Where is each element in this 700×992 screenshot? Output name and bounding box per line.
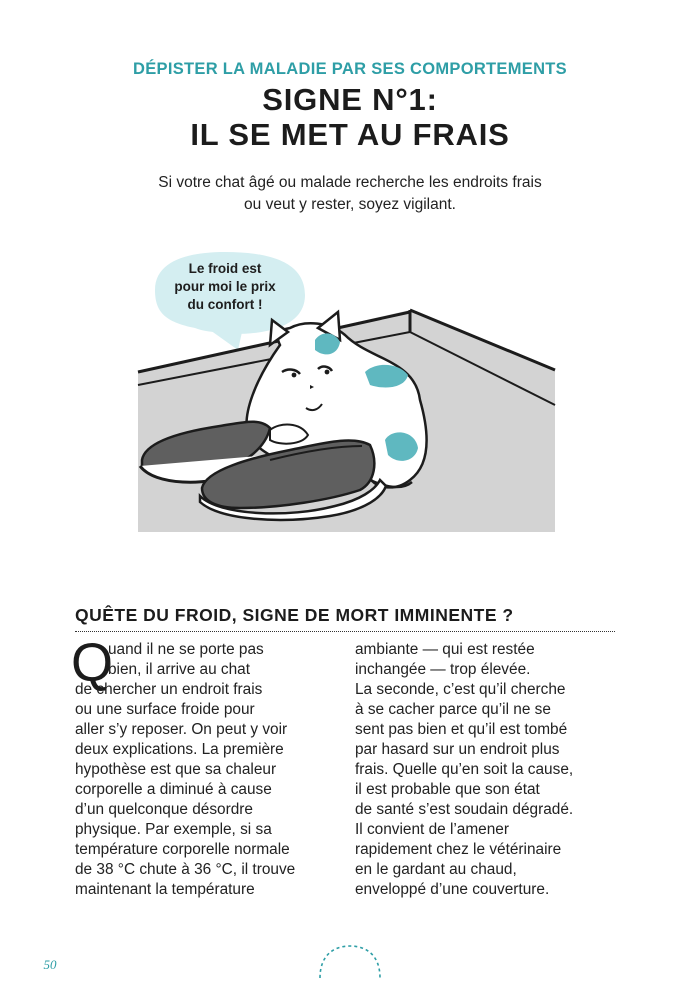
body-line: enveloppé d’une couverture. — [355, 881, 550, 898]
body-line: deux explications. La première — [75, 741, 284, 758]
body-line: Il convient de l’amener — [355, 821, 509, 838]
speech-bubble-text — [155, 260, 295, 314]
intro-text — [0, 172, 700, 216]
speech-bubble-tail — [210, 330, 242, 350]
cat-pupil-left — [292, 373, 297, 378]
cat-pupil-right — [325, 370, 330, 375]
section-divider — [75, 631, 615, 632]
body-line: ambiante — qui est restée — [355, 641, 535, 658]
body-line: de chercher un endroit frais — [75, 681, 263, 698]
body-line: inchangée — trop élevée. — [355, 661, 531, 678]
body-line: à se cacher parce qu’il ne se — [355, 701, 551, 718]
body-line: bien, il arrive au chat — [108, 661, 251, 678]
body-line: aller s’y reposer. On peut y voir — [75, 721, 288, 738]
speech-bubble-line-2: pour moi le prix — [174, 279, 276, 294]
body-line: de santé s’est soudain dégradé. — [355, 801, 574, 818]
body-line: ou une surface froide pour — [75, 701, 255, 718]
body-line: hypothèse est que sa chaleur — [75, 761, 277, 778]
body-line: de 38 °C chute à 36 °C, il trouve — [75, 861, 296, 878]
page-title — [0, 82, 700, 152]
body-line: température corporelle normale — [75, 841, 290, 858]
section-heading: QUÊTE DU FROID, SIGNE DE MORT IMMINENTE ? — [75, 605, 514, 625]
speech-bubble-line-1: Le froid est — [188, 261, 262, 276]
body-line: corporelle a diminué à cause — [75, 781, 272, 798]
page-number-ornament — [300, 940, 400, 980]
drop-cap: Q — [71, 633, 114, 693]
body-line: uand il ne se porte pas — [108, 641, 264, 658]
body-line: maintenant la température — [75, 881, 255, 898]
body-line: sent pas bien et qu’il est tombé — [355, 721, 568, 738]
body-line: il est probable que son état — [355, 781, 540, 798]
page-title-line-1: SIGNE N°1: — [262, 82, 438, 117]
body-line: par hasard sur un endroit plus — [355, 741, 560, 758]
body-column-left — [75, 640, 335, 900]
body-line: La seconde, c’est qu’il cherche — [355, 681, 566, 698]
page-title-line-2: IL SE MET AU FRAIS — [190, 117, 510, 152]
body-line: frais. Quelle qu’en soit la cause, — [355, 761, 574, 778]
body-line: en le gardant au chaud, — [355, 861, 517, 878]
body-line: physique. Par exemple, si sa — [75, 821, 272, 838]
body-column-right — [355, 640, 625, 900]
page-number: 50 — [43, 957, 57, 972]
speech-bubble-line-3: du confort ! — [187, 297, 263, 312]
section-kicker: DÉPISTER LA MALADIE PAR SES COMPORTEMENTS — [133, 60, 567, 78]
body-line: rapidement chez le vétérinaire — [355, 841, 562, 858]
body-line: d’un quelconque désordre — [75, 801, 253, 818]
intro-line-1: Si votre chat âgé ou malade recherche les endroits frais — [158, 174, 542, 191]
intro-line-2: ou veut y rester, soyez vigilant. — [244, 196, 456, 213]
